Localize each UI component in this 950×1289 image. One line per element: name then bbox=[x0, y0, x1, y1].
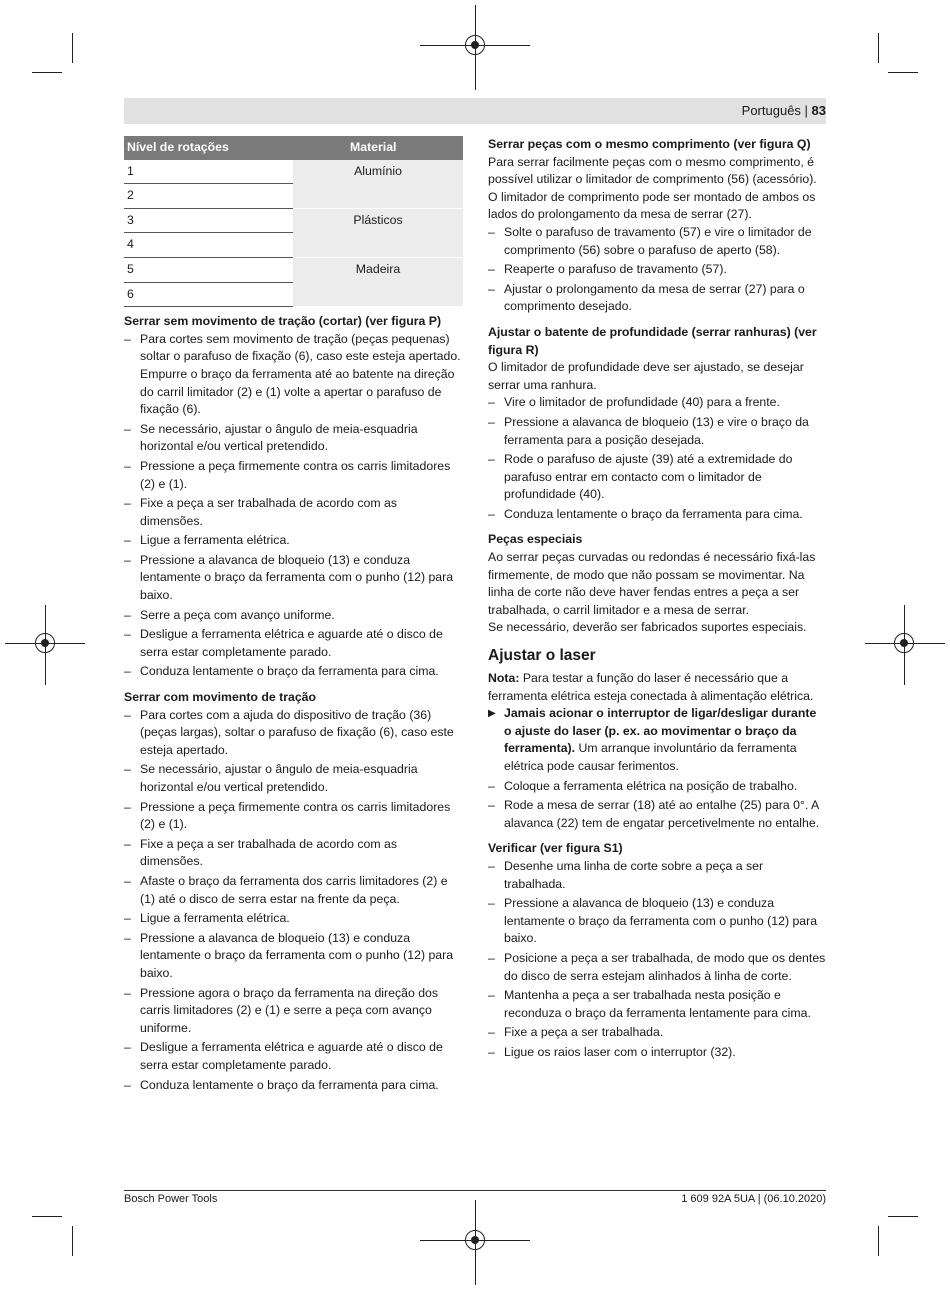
page-header: Português | 83 bbox=[741, 103, 826, 118]
table-cell-level: 6 bbox=[124, 282, 293, 307]
registration-mark-icon bbox=[35, 633, 55, 653]
list-item: – Pressione a alavanca de bloqueio (13) e conduza lentamente o braço da ferramenta com o punho (12) para baixo. bbox=[124, 552, 463, 605]
warning-bold-text: Jamais acionar o interruptor de ligar/desligar durante o ajuste do laser (p. ex. ao movimentar o braço da ferramenta). bbox=[504, 706, 817, 756]
note-text: Para testar a função do laser é necessário que a ferramenta elétrica esteja conectada à alimentação elétrica. bbox=[488, 671, 814, 703]
list-item: – Para cortes sem movimento de tração (peças pequenas) soltar o parafuso de fixação (6), caso este esteja apertado. Empurre o braço da ferramenta até ao batente na direção do carril limitador (2) e (1) volte a apertar o parafuso de fixação (6). bbox=[124, 331, 463, 419]
list-item: – Pressione agora o braço da ferramenta na direção dos carris limitadores (2) e (1) e serre a peça com avanço uniforme. bbox=[124, 985, 463, 1038]
crop-mark bbox=[878, 33, 879, 63]
section-title: Verificar (ver figura S1) bbox=[488, 841, 623, 856]
list-item: – Conduza lentamente o braço da ferramenta para cima. bbox=[124, 663, 463, 681]
section-title: Peças especiais bbox=[488, 532, 583, 547]
table-cell-material: Plásticos bbox=[293, 208, 463, 257]
paragraph: Para serrar facilmente peças com o mesmo comprimento, é possível utilizar o limitador de comprimento (56) (acessório). bbox=[488, 154, 817, 187]
crop-mark bbox=[72, 1226, 73, 1256]
list-item: – Ligue a ferramenta elétrica. bbox=[124, 910, 463, 928]
section-title: Ajustar o batente de profundidade (serrar ranhuras) (ver figura R) bbox=[488, 324, 817, 357]
paragraph: O limitador de profundidade deve ser ajustado, se desejar serrar uma ranhura. bbox=[488, 360, 804, 392]
section-title: Serrar sem movimento de tração (cortar) (ver figura P) bbox=[124, 314, 442, 329]
list-item: – Para cortes com a ajuda do dispositivo de tração (36) (peças largas), soltar o parafuso de fixação (6), caso este esteja apertado. bbox=[124, 707, 463, 760]
list-item: – Desenhe uma linha de corte sobre a peça a ser trabalhada. bbox=[488, 858, 826, 893]
paragraph: O limitador de comprimento pode ser montado de ambos os lados do prolongamento da mesa de serrar (27). bbox=[488, 189, 816, 222]
list-item: – Ajustar o prolongamento da mesa de serrar (27) para o comprimento desejado. bbox=[488, 281, 826, 316]
list-item: – Solte o parafuso de travamento (57) e vire o limitador de comprimento (56) sobre o parafuso de aperto (58). bbox=[488, 224, 826, 259]
list-item: – Afaste o braço da ferramenta dos carris limitadores (2) e (1) até o disco de serra estar na frente da peça. bbox=[124, 873, 463, 908]
footer-doc-number: 1 609 92A 5UA | (06.10.2020) bbox=[681, 1193, 826, 1205]
instruction-list bbox=[124, 707, 463, 1094]
footer-brand: Bosch Power Tools bbox=[124, 1193, 218, 1205]
registration-mark-icon bbox=[894, 633, 914, 653]
list-item: – Pressione a alavanca de bloqueio (13) e conduza lentamente o braço da ferramenta com o punho (12) para baixo. bbox=[124, 930, 463, 983]
list-item: – Fixe a peça a ser trabalhada de acordo com as dimensões. bbox=[124, 836, 463, 871]
rotation-table bbox=[124, 136, 463, 307]
list-item: – Ligue a ferramenta elétrica. bbox=[124, 532, 463, 550]
crop-mark bbox=[72, 33, 73, 63]
note-label: Nota: bbox=[488, 671, 520, 686]
list-item: – Pressione a alavanca de bloqueio (13) e conduza lentamente o braço da ferramenta com o punho (12) para baixo. bbox=[488, 895, 826, 948]
paragraph: Ao serrar peças curvadas ou redondas é necessário fixá-las firmemente, de modo que não possam se movimentar. Na linha de corte não deve haver fendas entres a peça a ser trabalhada, o carril limitador e a mesa de serrar. bbox=[488, 550, 816, 617]
list-item: – Ligue os raios laser com o interruptor (32). bbox=[488, 1044, 826, 1062]
table-cell-level: 5 bbox=[124, 257, 293, 282]
list-item: – Posicione a peça a ser trabalhada, de modo que os dentes do disco de serra estejam alinhados à linha de corte. bbox=[488, 950, 826, 985]
instruction-list bbox=[488, 224, 826, 316]
table-header-level: Nível de rotações bbox=[124, 136, 293, 160]
list-item: – Fixe a peça a ser trabalhada de acordo com as dimensões. bbox=[124, 495, 463, 530]
table-cell-material: Madeira bbox=[293, 257, 463, 306]
paragraph: Se necessário, deverão ser fabricados suportes especiais. bbox=[488, 620, 807, 635]
warning-list bbox=[488, 705, 826, 775]
instruction-list bbox=[488, 394, 826, 523]
list-item: – Pressione a peça firmemente contra os carris limitadores (2) e (1). bbox=[124, 458, 463, 493]
warning-text: Um arranque involuntário da ferramenta elétrica pode causar ferimentos. bbox=[504, 741, 797, 773]
crop-mark bbox=[878, 1226, 879, 1256]
section-title: Serrar peças com o mesmo comprimento (ver figura Q) bbox=[488, 137, 811, 151]
list-item: – Se necessário, ajustar o ângulo de meia-esquadria horizontal e/ou vertical pretendido. bbox=[124, 761, 463, 796]
list-item: – Rode o parafuso de ajuste (39) até a extremidade do parafuso entrar em contacto com o limitador de profundidade (40). bbox=[488, 451, 826, 504]
instruction-list bbox=[124, 331, 463, 681]
right-column bbox=[488, 136, 826, 1064]
table-cell-level: 2 bbox=[124, 184, 293, 209]
footer-divider bbox=[124, 1190, 826, 1191]
instruction-list bbox=[488, 778, 826, 833]
list-item: – Mantenha a peça a ser trabalhada nesta posição e reconduza o braço da ferramenta lentamente para cima. bbox=[488, 987, 826, 1022]
list-item: – Coloque a ferramenta elétrica na posição de trabalho. bbox=[488, 778, 826, 796]
section-heading: Ajustar o laser bbox=[488, 647, 596, 665]
crop-mark bbox=[888, 1216, 918, 1217]
list-item: – Vire o limitador de profundidade (40) para a frente. bbox=[488, 394, 826, 412]
list-item: – Rode a mesa de serrar (18) até ao entalhe (25) para 0°. A alavanca (22) tem de engatar percetivelmente no entalhe. bbox=[488, 797, 826, 832]
list-item: – Reaperte o parafuso de travamento (57). bbox=[488, 261, 826, 279]
crop-mark bbox=[32, 72, 62, 73]
list-item: – Pressione a alavanca de bloqueio (13) e vire o braço da ferramenta para a posição desejada. bbox=[488, 414, 826, 449]
left-column bbox=[124, 136, 463, 1096]
page-number: 83 bbox=[811, 103, 826, 118]
crop-mark bbox=[32, 1216, 62, 1217]
list-item: – Fixe a peça a ser trabalhada. bbox=[488, 1024, 826, 1042]
table-cell-material: Alumínio bbox=[293, 160, 463, 209]
list-item: – Se necessário, ajustar o ângulo de meia-esquadria horizontal e/ou vertical pretendido. bbox=[124, 421, 463, 456]
list-item: – Serre a peça com avanço uniforme. bbox=[124, 607, 463, 625]
warning-item bbox=[488, 705, 826, 775]
table-cell-level: 3 bbox=[124, 208, 293, 233]
section-title: Serrar com movimento de tração bbox=[124, 690, 317, 705]
header-language: Português bbox=[741, 103, 801, 118]
table-cell-level: 4 bbox=[124, 233, 293, 258]
list-item: – Conduza lentamente o braço da ferramenta para cima. bbox=[124, 1077, 463, 1095]
crop-mark bbox=[888, 72, 918, 73]
header-band bbox=[124, 98, 826, 124]
list-item: – Pressione a peça firmemente contra os carris limitadores (2) e (1). bbox=[124, 799, 463, 834]
table-header-material: Material bbox=[293, 136, 463, 160]
registration-mark-icon bbox=[465, 1230, 485, 1250]
list-item: – Conduza lentamente o braço da ferramenta para cima. bbox=[488, 506, 826, 524]
registration-mark-icon bbox=[465, 35, 485, 55]
note-paragraph bbox=[488, 670, 826, 705]
list-item: – Desligue a ferramenta elétrica e aguarde até o disco de serra estar completamente parado. bbox=[124, 626, 463, 661]
list-item: – Desligue a ferramenta elétrica e aguarde até o disco de serra estar completamente parado. bbox=[124, 1039, 463, 1074]
instruction-list bbox=[488, 858, 826, 1062]
table-cell-level: 1 bbox=[124, 160, 293, 184]
